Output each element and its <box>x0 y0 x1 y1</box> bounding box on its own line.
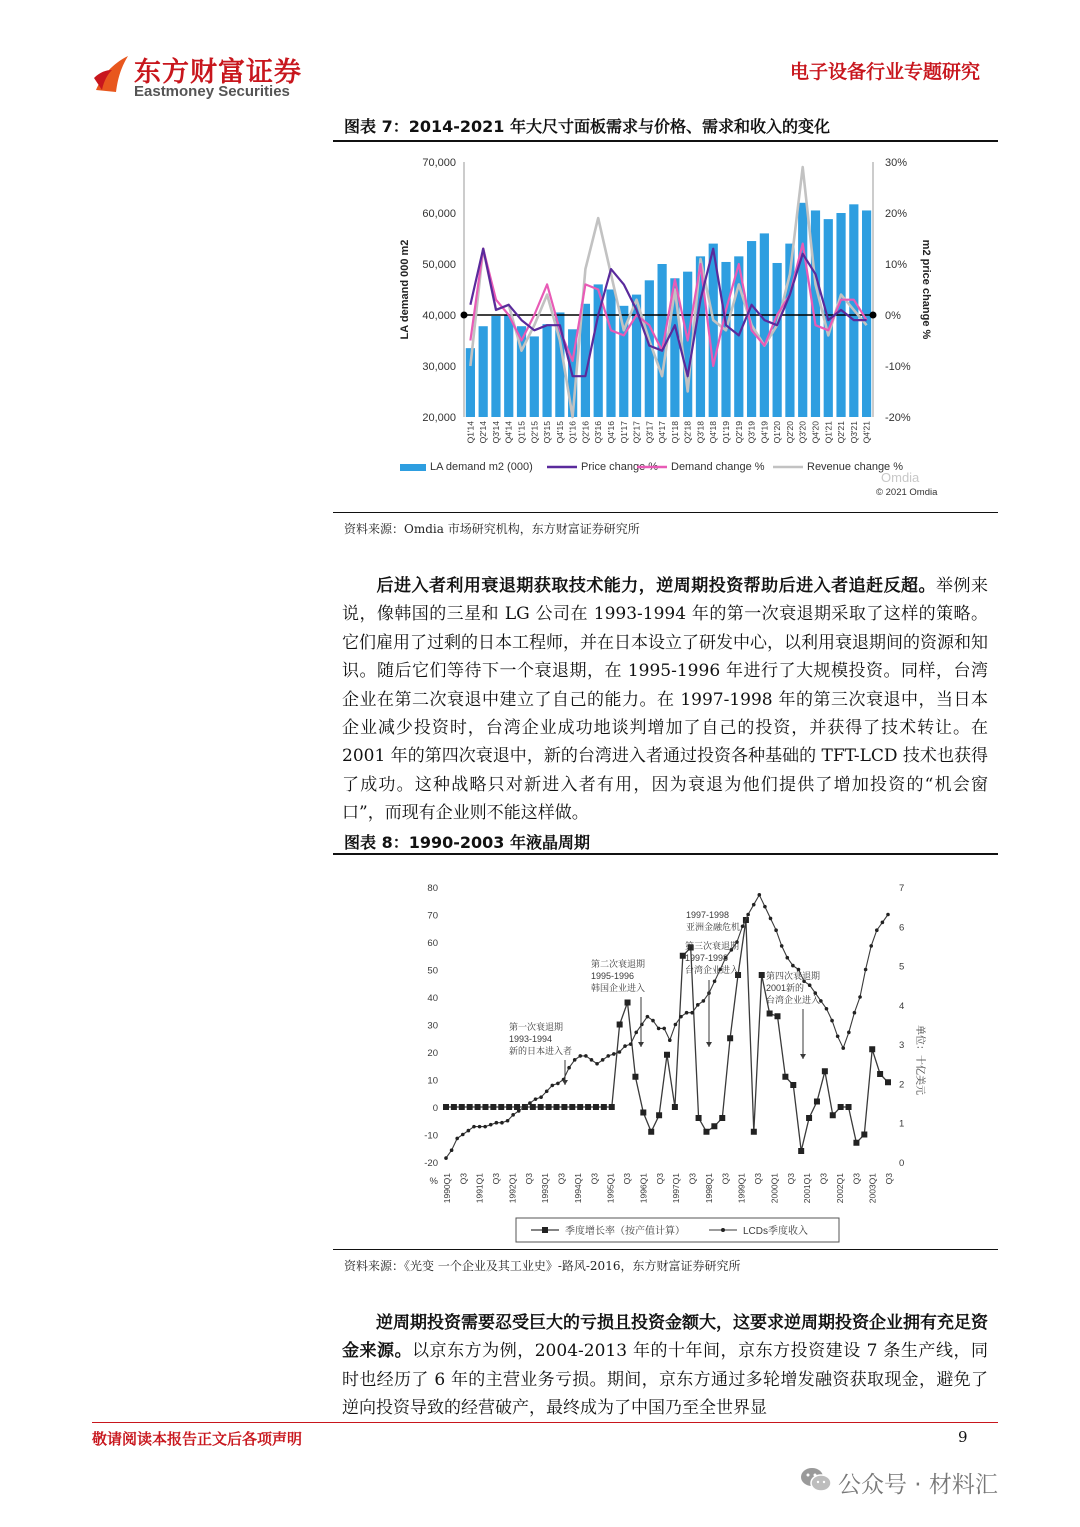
y-axis-title: LA demand 000 m2 <box>399 239 411 340</box>
demand-bar <box>479 326 488 417</box>
lcd-revenue-marker <box>853 1011 857 1015</box>
annotation-text-3: 1997-1998 <box>686 910 730 920</box>
lcd-revenue-marker <box>702 999 706 1003</box>
x-tick-label: Q4'16 <box>605 421 616 444</box>
lcd-revenue-marker <box>657 1027 661 1031</box>
growth-rate-marker <box>672 1104 678 1110</box>
demand-bar <box>683 272 692 417</box>
wechat-icon <box>800 1466 832 1494</box>
annotation-arrowhead-1 <box>562 1080 568 1085</box>
lcd-revenue-marker <box>752 903 756 907</box>
lcd-revenue-marker <box>836 1034 840 1038</box>
annotation-arrowhead-5 <box>800 1054 806 1059</box>
report-title: 电子设备行业专题研究 <box>789 61 980 83</box>
growth-rate-marker <box>830 1112 836 1118</box>
x-tick-label: Q2'14 <box>478 421 489 444</box>
lcd-revenue-marker <box>634 1031 638 1035</box>
y2-tick-label: 0 <box>899 1158 905 1169</box>
x-tick-label: 2002Q1 <box>834 1173 845 1204</box>
lcd-revenue-marker <box>847 1031 851 1035</box>
x-tick-label: Q2'20 <box>784 421 795 444</box>
y-tick-label: 0 <box>432 1103 438 1114</box>
growth-rate-marker <box>577 1104 583 1110</box>
growth-rate-marker <box>609 1104 615 1110</box>
annotation-text-1: 新的日本进入者 <box>509 1046 573 1056</box>
x-tick-label: Q3'17 <box>644 421 655 444</box>
annotation-text-4: 第三次衰退期 <box>685 941 740 951</box>
lcd-revenue-marker <box>763 905 767 909</box>
lcd-revenue-marker <box>612 1052 616 1056</box>
x-tick-label: Q3 <box>556 1173 567 1185</box>
growth-rate-marker <box>498 1104 504 1110</box>
x-tick-label: 1994Q1 <box>572 1173 583 1204</box>
lcd-revenue-marker <box>495 1121 499 1125</box>
y-tick-label: 40,000 <box>422 310 456 322</box>
lcd-revenue-marker <box>483 1125 487 1129</box>
page-number: 9 <box>958 1428 968 1446</box>
lcd-revenue-marker <box>551 1084 555 1088</box>
lcd-revenue-marker <box>685 1011 689 1015</box>
figure7-chart <box>333 142 998 512</box>
lcd-revenue-marker <box>584 1054 588 1058</box>
paragraph-1-body: 举例来说，像韩国的三星和 LG 公司在 1993-1994 年的第一次衰退期采取了这样的策略。它们雇用了过剩的日本工程师，并在日本设立了研发中心，以利用衰退期间的资源和知识。随后它们等待下一个衰退期，在 1995-1996 年进行了大规模投资。同样，台湾企业在第二次衰退中建立了自己的能力。在 1997-1998 年的第三次衰退中，当日本企业减少投资时，台湾企业成功地谈判增加了自己的投资，并获得了技术转让。在 2001 年的第四次衰退中，新的台湾进入者通过投资各种基础的 TFT-LCD 技术也获得了成功。这种战略只对新进入者有用，因为衰退为他们提供了增加投资的“机会窗口”，而现有企业则不能这样做。 <box>342 576 989 824</box>
growth-rate-marker <box>475 1104 481 1110</box>
growth-rate-marker <box>506 1104 512 1110</box>
footer-watermark: 公众号 · 材料汇 <box>838 1472 998 1498</box>
x-tick-label: Q3 <box>753 1173 764 1185</box>
x-tick-label: Q3 <box>818 1173 829 1185</box>
figure8-title: 图表 8：1990-2003 年液晶周期 <box>344 833 590 852</box>
growth-rate-marker <box>538 1104 544 1110</box>
zero-line-start-marker <box>461 312 468 319</box>
x-tick-label: Q1'14 <box>465 421 476 444</box>
growth-rate-marker <box>814 1099 820 1105</box>
growth-rate-marker <box>482 1104 488 1110</box>
x-tick-label: Q2'21 <box>836 421 847 444</box>
lcd-revenue-marker <box>444 1156 448 1160</box>
y-tick-label: 10 <box>427 1075 438 1087</box>
growth-rate-marker <box>751 1129 757 1135</box>
x-tick-label: Q1'17 <box>618 421 629 444</box>
lcd-revenue-marker <box>478 1125 482 1129</box>
lcd-revenue-marker <box>539 1095 543 1099</box>
lcd-revenue-marker <box>646 1015 650 1019</box>
x-tick-label: Q2'19 <box>733 421 744 444</box>
y2-tick-label: -20% <box>885 412 911 424</box>
demand-bar <box>760 233 769 417</box>
logo-text-cn: 东方财富证券 <box>134 57 302 88</box>
annotation-arrowhead-2 <box>638 1042 644 1047</box>
x-tick-label: Q3 <box>884 1173 894 1185</box>
growth-rate-marker <box>530 1104 536 1110</box>
lcd-revenue-marker <box>472 1125 476 1129</box>
figure7-source: 资料来源：Omdia 市场研究机构，东方财富证券研究所 <box>344 522 640 536</box>
lcd-revenue-marker <box>511 1113 515 1117</box>
x-tick-label: Q1'21 <box>823 421 834 444</box>
x-tick-label: Q3 <box>458 1173 469 1185</box>
lcd-revenue-marker <box>881 921 885 925</box>
lcd-revenue-marker <box>534 1097 538 1101</box>
lcd-revenue-marker <box>780 944 784 948</box>
x-tick-label: Q3'19 <box>746 421 757 444</box>
y2-tick-label: -10% <box>885 361 911 373</box>
annotation-text-4: 1997-1998 <box>685 953 729 963</box>
lcd-revenue-marker <box>746 913 750 917</box>
x-tick-label: 1998Q1 <box>703 1173 714 1204</box>
growth-rate-marker <box>664 1052 670 1058</box>
annotation-text-1: 第一次衰退期 <box>509 1022 564 1032</box>
lcd-revenue-marker <box>629 1042 633 1046</box>
growth-rate-marker <box>625 1000 631 1006</box>
paragraph-2-lead: 逆周期投资需要忍受巨大的亏损且投资金额大，这要求逆周期投资企业拥有充足资金来源。 <box>342 1313 988 1362</box>
lcd-revenue-marker <box>662 1027 666 1031</box>
growth-rate-marker <box>467 1104 473 1110</box>
paragraph-2 <box>342 1309 988 1423</box>
lcd-revenue-marker <box>668 1038 672 1042</box>
lcd-revenue-marker <box>556 1082 560 1086</box>
growth-rate-marker <box>601 1104 607 1110</box>
demand-bar <box>504 315 513 417</box>
growth-rate-marker <box>696 1115 702 1121</box>
growth-rate-marker <box>490 1104 496 1110</box>
y2-tick-label: 1 <box>899 1118 905 1130</box>
x-tick-label: 1995Q1 <box>605 1173 616 1204</box>
growth-rate-marker <box>775 1013 781 1019</box>
y-tick-label: 30 <box>427 1020 438 1032</box>
lcd-revenue-marker <box>690 1011 694 1015</box>
lcd-revenue-marker <box>769 917 773 921</box>
x-tick-label: 1992Q1 <box>507 1173 518 1204</box>
growth-rate-marker <box>569 1104 575 1110</box>
lcd-revenue-marker <box>696 1003 700 1007</box>
y2-tick-label: 6 <box>899 922 905 934</box>
x-tick-label: Q4'18 <box>708 421 719 444</box>
y2-tick-label: 4 <box>899 1000 905 1012</box>
growth-rate-marker <box>877 1071 883 1077</box>
x-tick-label: Q2'16 <box>580 421 591 444</box>
x-tick-label: 1993Q1 <box>540 1173 551 1204</box>
y2-tick-label: 3 <box>899 1040 905 1052</box>
y2-tick-label: 0% <box>885 310 901 322</box>
growth-rate-marker <box>443 1104 449 1110</box>
lcd-revenue-marker <box>573 1058 577 1062</box>
growth-rate-marker <box>869 1046 875 1052</box>
demand-bar <box>798 203 807 417</box>
x-tick-label: 1991Q1 <box>474 1173 485 1204</box>
lcd-revenue-marker <box>595 1062 599 1066</box>
x-tick-label: Q2'15 <box>529 421 540 444</box>
lcd-revenue-marker <box>674 1023 678 1027</box>
y-tick-label: 20,000 <box>422 412 456 424</box>
legend-label: 季度增长率（按产值计算） <box>565 1226 685 1237</box>
x-tick-label: Q3 <box>851 1173 862 1185</box>
lcd-revenue-marker <box>461 1133 465 1137</box>
demand-bar <box>491 316 500 417</box>
logo-mark <box>92 50 134 96</box>
lcd-revenue-marker <box>623 1044 627 1048</box>
x-tick-label: Q4'17 <box>657 421 668 444</box>
lcd-revenue-marker <box>774 928 778 932</box>
zero-line-end-marker <box>870 312 877 319</box>
lcd-revenue-marker <box>791 964 795 968</box>
lcd-revenue-marker <box>758 893 762 897</box>
growth-rate-marker <box>719 1115 725 1121</box>
lcd-revenue-marker <box>618 1050 622 1054</box>
lcd-revenue-marker <box>545 1089 549 1093</box>
x-tick-label: Q1'18 <box>669 421 680 444</box>
lcd-revenue-marker <box>875 928 879 932</box>
demand-bar <box>658 264 667 417</box>
y2-tick-label: 20% <box>885 208 908 220</box>
paragraph-1 <box>342 572 988 828</box>
growth-rate-marker <box>640 1110 646 1116</box>
y2-tick-label: 5 <box>899 961 905 973</box>
lcd-revenue-marker <box>601 1058 605 1062</box>
x-tick-label: Q1'15 <box>516 421 527 444</box>
legend-marker-revenue <box>721 1228 725 1232</box>
legend-label: LA demand m2 (000) <box>430 461 533 473</box>
x-tick-label: 1997Q1 <box>671 1173 682 1204</box>
lcd-revenue-marker <box>523 1105 527 1109</box>
y-tick-label: -10 <box>424 1130 438 1142</box>
growth-rate-marker <box>838 1104 844 1110</box>
x-tick-label: Q3'16 <box>593 421 604 444</box>
y-tick-label: 60,000 <box>422 208 456 220</box>
lcd-revenue-marker <box>528 1101 532 1105</box>
x-tick-label: Q4'19 <box>759 421 770 444</box>
annotation-text-1: 1993-1994 <box>509 1034 553 1044</box>
lcd-revenue-marker <box>500 1121 504 1125</box>
lcd-revenue-marker <box>517 1109 521 1113</box>
figure7-bottom-rule <box>333 512 998 513</box>
annotation-text-5: 2001新的 <box>766 983 805 993</box>
annotation-text-5: 台湾企业进入 <box>766 995 821 1005</box>
lcd-revenue-marker <box>651 1019 655 1023</box>
growth-rate-marker <box>822 1068 828 1074</box>
x-tick-label: Q4'20 <box>810 421 821 444</box>
paragraph-2-body: 以京东方为例，2004-2013 年的十年间，京东方投资建设 7 条生产线，同时也经历了 6 年的主营业务亏损。期间，京东方通过多轮增发融资获取现金，避免了逆向投资导致的经营破产，最终成为了中国乃至全世界显 <box>342 1341 988 1419</box>
lcd-revenue-marker <box>858 995 862 999</box>
y-tick-label: 70 <box>427 910 438 922</box>
lcd-revenue-marker <box>489 1123 493 1127</box>
x-tick-label: Q1'16 <box>567 421 578 444</box>
y-tick-label: 50 <box>427 965 438 977</box>
growth-rate-marker <box>546 1104 552 1110</box>
y2-axis-title: m2 price change % <box>920 239 932 340</box>
x-tick-label: Q4'21 <box>861 421 872 444</box>
footer-rule <box>92 1422 998 1423</box>
lcd-revenue-marker <box>455 1137 459 1141</box>
x-tick-label: Q3 <box>785 1173 796 1185</box>
x-tick-label: Q3 <box>523 1173 534 1185</box>
figure8-source: 资料来源：《光变 一个企业及其工业史》-路风-2016，东方财富证券研究所 <box>344 1259 741 1273</box>
growth-rate-marker <box>798 1148 804 1154</box>
growth-rate-marker <box>585 1104 591 1110</box>
x-tick-label: Q4'15 <box>554 421 565 444</box>
lcd-revenue-marker <box>741 924 745 928</box>
figure7-title: 图表 7：2014-2021 年大尺寸面板需求与价格、需求和收入的变化 <box>344 117 830 136</box>
y2-tick-label: 10% <box>885 259 908 271</box>
x-tick-label: Q4'14 <box>503 421 514 444</box>
lcd-revenue-marker <box>506 1119 510 1123</box>
x-tick-label: Q3 <box>720 1173 731 1185</box>
x-tick-label: Q3'20 <box>797 421 808 444</box>
x-tick-label: 1996Q1 <box>638 1173 649 1204</box>
legend-label: Demand change % <box>671 461 765 473</box>
y-tick-label: 70,000 <box>422 157 456 169</box>
lcd-revenue-marker <box>590 1058 594 1062</box>
x-tick-label: Q3'15 <box>542 421 553 444</box>
growth-rate-marker <box>451 1104 457 1110</box>
growth-rate-marker <box>806 1115 812 1121</box>
growth-rate-marker <box>656 1112 662 1118</box>
y-tick-label: 60 <box>427 938 438 949</box>
y-tick-label: 40 <box>427 993 438 1004</box>
legend-label: Revenue change % <box>807 461 904 473</box>
x-tick-label: Q3'21 <box>848 421 859 444</box>
growth-rate-marker <box>759 972 765 978</box>
x-tick-label: Q2'17 <box>631 421 642 444</box>
legend-swatch-demand <box>400 464 426 471</box>
y-tick-label: 50,000 <box>422 259 456 271</box>
annotation-text-3: 亚洲金融危机 <box>686 922 741 932</box>
demand-bar <box>530 336 539 417</box>
x-tick-label: 2003Q1 <box>867 1173 878 1204</box>
growth-rate-marker <box>790 1082 796 1088</box>
annotation-arrowhead-4 <box>706 1042 712 1047</box>
growth-rate-marker <box>593 1104 599 1110</box>
y-tick-label: 20 <box>427 1048 438 1059</box>
y-tick-label: % <box>429 1176 438 1187</box>
x-tick-label: Q3'18 <box>695 421 706 444</box>
x-tick-label: Q2'18 <box>682 421 693 444</box>
growth-rate-marker <box>648 1129 654 1135</box>
y2-tick-label: 30% <box>885 157 908 169</box>
x-tick-label: Q1'19 <box>721 421 732 444</box>
annotation-text-4: 台湾企业进入 <box>685 965 740 975</box>
growth-rate-marker <box>782 1074 788 1080</box>
legend-marker-growth <box>542 1227 548 1233</box>
x-tick-label: 1999Q1 <box>736 1173 747 1204</box>
x-tick-label: 2000Q1 <box>769 1173 780 1204</box>
growth-rate-marker <box>727 1035 733 1041</box>
demand-bar <box>773 263 782 417</box>
y-tick-label: 30,000 <box>422 361 456 373</box>
growth-rate-marker <box>711 1123 717 1129</box>
paragraph-1-lead: 后进入者利用衰退期获取技术能力，逆周期投资帮助后进入者追赶反超。 <box>376 576 937 596</box>
lcd-revenue-marker <box>567 1066 571 1070</box>
growth-rate-marker <box>703 1129 709 1135</box>
copyright-text: © 2021 Omdia <box>876 487 938 498</box>
x-tick-label: Q3 <box>589 1173 600 1185</box>
annotation-text-2: 1995-1996 <box>591 971 635 981</box>
lcd-revenue-marker <box>785 956 789 960</box>
lcd-revenue-marker <box>830 1019 834 1023</box>
annotation-text-2: 第二次衰退期 <box>591 959 646 969</box>
lcd-revenue-marker <box>450 1148 454 1152</box>
lcd-revenue-marker <box>841 1046 845 1050</box>
footer-disclaimer: 敬请阅读本报告正文后各项声明 <box>92 1430 303 1448</box>
lcd-revenue-marker <box>869 944 873 948</box>
growth-rate-marker <box>861 1132 867 1138</box>
lcd-revenue-marker <box>864 968 868 972</box>
y-tick-label: -20 <box>424 1158 438 1169</box>
growth-rate-marker <box>853 1140 859 1146</box>
demand-bar <box>811 210 820 417</box>
x-tick-label: Q3 <box>491 1173 502 1185</box>
x-tick-label: Q3 <box>654 1173 665 1185</box>
x-tick-label: Q1'20 <box>772 421 783 444</box>
growth-rate-marker <box>561 1104 567 1110</box>
logo-text-en: Eastmoney Securities <box>134 83 290 100</box>
lcd-revenue-marker <box>467 1129 471 1133</box>
growth-rate-marker <box>459 1104 465 1110</box>
lcd-revenue-marker <box>679 1015 683 1019</box>
omdia-watermark: Omdia <box>881 470 920 485</box>
annotation-text-2: 韩国企业进入 <box>591 983 646 993</box>
growth-rate-marker <box>885 1079 891 1085</box>
growth-rate-marker <box>514 1104 520 1110</box>
figure8-bottom-rule <box>333 1249 998 1250</box>
lcd-revenue-marker <box>808 983 812 987</box>
x-tick-label: Q3 <box>687 1173 698 1185</box>
growth-rate-marker <box>554 1104 560 1110</box>
growth-rate-marker <box>767 1011 773 1017</box>
annotation-text-5: 第四次衰退期 <box>766 971 821 981</box>
x-tick-label: Q3 <box>622 1173 633 1185</box>
legend-label: Price change % <box>581 461 659 473</box>
y2-axis-title: 单位：十亿美元 <box>914 1025 925 1095</box>
y2-tick-label: 2 <box>899 1079 905 1091</box>
lcd-revenue-marker <box>606 1054 610 1058</box>
demand-bar <box>542 324 551 417</box>
growth-rate-marker <box>617 1022 623 1028</box>
legend-label: LCDs季度收入 <box>743 1226 809 1237</box>
lcd-revenue-marker <box>578 1054 582 1058</box>
y-tick-label: 80 <box>427 883 438 894</box>
lcd-revenue-marker <box>713 979 717 983</box>
growth-rate-marker <box>846 1104 852 1110</box>
lcd-revenue-marker <box>886 913 890 917</box>
growth-rate-marker <box>632 1074 638 1080</box>
demand-bar <box>721 262 730 417</box>
x-tick-label: Q3'14 <box>490 421 501 444</box>
x-tick-label: 2001Q1 <box>802 1173 813 1204</box>
demand-bar <box>606 290 615 418</box>
x-tick-label: 1990Q1 <box>442 1173 452 1204</box>
figure8-chart <box>333 855 998 1249</box>
y2-tick-label: 7 <box>899 883 905 894</box>
lcd-revenue-marker <box>825 1007 829 1011</box>
